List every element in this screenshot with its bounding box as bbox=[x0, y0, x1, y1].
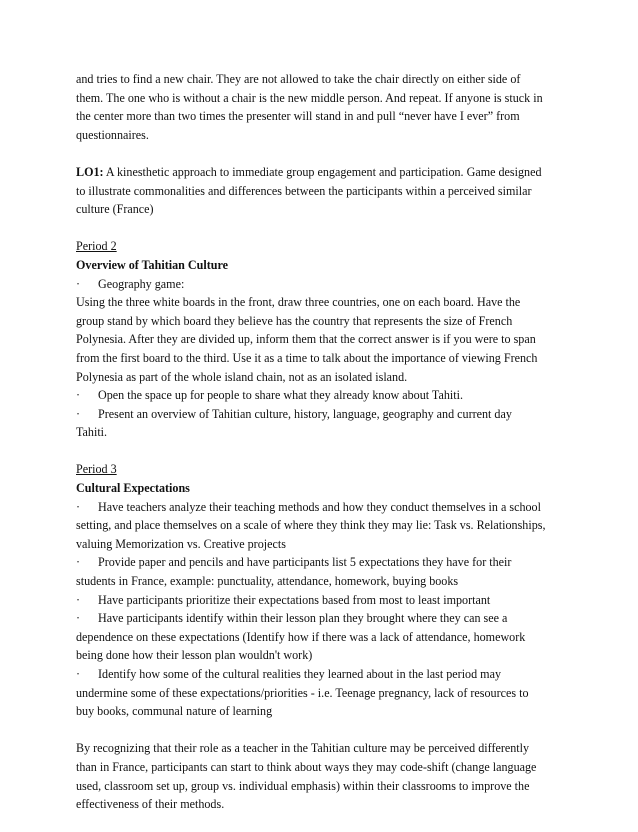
text-line: effectiveness of their methods. bbox=[76, 797, 225, 812]
lo1-text: A kinesthetic approach to immediate group engagement and participation. Game designed bbox=[103, 164, 542, 179]
section-title: Cultural Expectations bbox=[76, 481, 190, 496]
text-line: valuing Memorization vs. Creative projects bbox=[76, 536, 286, 551]
text-line: Using the three white boards in the front, draw three countries, one on each board. Have the bbox=[76, 295, 521, 310]
text-line: group stand by which board they believe has the country that represents the size of French bbox=[76, 313, 513, 328]
bullet-item: · Have participants identify within their lesson plan they brought where they can see a bbox=[76, 609, 562, 628]
learning-objective-paragraph bbox=[76, 163, 562, 219]
bullet-icon: · bbox=[76, 499, 81, 514]
text-line: questionnaires. bbox=[76, 127, 149, 142]
lo1-label: LO1: bbox=[76, 164, 104, 179]
section-title: Overview of Tahitian Culture bbox=[76, 257, 228, 272]
text-line: By recognizing that their role as a teacher in the Tahitian culture may be perceived differently bbox=[76, 741, 530, 756]
bullet-item: · Geography game: bbox=[76, 275, 562, 294]
text-line: than in France, participants can start to think about ways they may code-shift (change language bbox=[76, 759, 537, 774]
text-line: undermine some of these expectations/priorities - i.e. Teenage pregnancy, lack of resources to bbox=[76, 685, 529, 700]
text-line: being done how their lesson plan wouldn't work) bbox=[76, 648, 313, 663]
bullet-icon: · bbox=[76, 555, 81, 570]
text-line: students in France, example: punctuality, attendance, homework, buying books bbox=[76, 574, 459, 589]
text-line: Polynesia. After they are divided up, inform them that the correct answer is if you were to span bbox=[76, 332, 536, 347]
period-heading: Period 2 bbox=[76, 239, 117, 254]
document-page bbox=[76, 70, 562, 832]
text-line: buy books, communal nature of learning bbox=[76, 704, 273, 719]
text-line: from the first board to the third. Use it as a time to talk about the importance of viewing French bbox=[76, 350, 538, 365]
text-line: and tries to find a new chair. They are not allowed to take the chair directly on either side of bbox=[76, 72, 521, 86]
text-line: setting, and place themselves on a scale of where they think they may lie: Task vs. Relationships, bbox=[76, 518, 546, 533]
period-3-section bbox=[76, 460, 562, 720]
bullet-icon: · bbox=[76, 276, 81, 291]
bullet-item: · Identify how some of the cultural realities they learned about in the last period may bbox=[76, 665, 562, 684]
bullet-icon: · bbox=[76, 667, 81, 681]
text-line: dependence on these expectations (Identify how if there was a lack of attendance, homework bbox=[76, 629, 526, 644]
text-line: them. The one who is without a chair is the new middle person. And repeat. If anyone is stuck in bbox=[76, 90, 543, 105]
closing-paragraph bbox=[76, 739, 562, 813]
intro-paragraph bbox=[76, 70, 562, 144]
bullet-icon: · bbox=[76, 388, 81, 403]
bullet-item: · Have teachers analyze their teaching methods and how they conduct themselves in a school bbox=[76, 498, 562, 517]
bullet-item: · Have participants prioritize their expectations based from most to least important bbox=[76, 591, 562, 610]
period-heading: Period 3 bbox=[76, 462, 117, 477]
text-line: the center more than two times the presenter will stand in and pull “never have I ever” from bbox=[76, 109, 520, 124]
bullet-icon: · bbox=[76, 611, 81, 626]
text-line: to illustrate commonalities and differences between the participants within a perceived similar bbox=[76, 183, 532, 198]
bullet-icon: · bbox=[76, 592, 81, 607]
bullet-icon: · bbox=[76, 406, 81, 421]
bullet-item: · Provide paper and pencils and have participants list 5 expectations they have for their bbox=[76, 553, 562, 572]
bullet-item: · Open the space up for people to share what they already know about Tahiti. bbox=[76, 386, 562, 405]
period-2-section bbox=[76, 237, 562, 442]
text-line: Tahiti. bbox=[76, 425, 108, 440]
text-line: used, classroom set up, group vs. individual emphasis) within their classrooms to improve the bbox=[76, 778, 530, 793]
text-line: Polynesia as part of the whole island chain, not as an isolated island. bbox=[76, 369, 408, 384]
text-line bbox=[76, 163, 562, 182]
bullet-item: · Present an overview of Tahitian culture, history, language, geography and current day bbox=[76, 405, 562, 424]
text-line: culture (France) bbox=[76, 202, 154, 217]
